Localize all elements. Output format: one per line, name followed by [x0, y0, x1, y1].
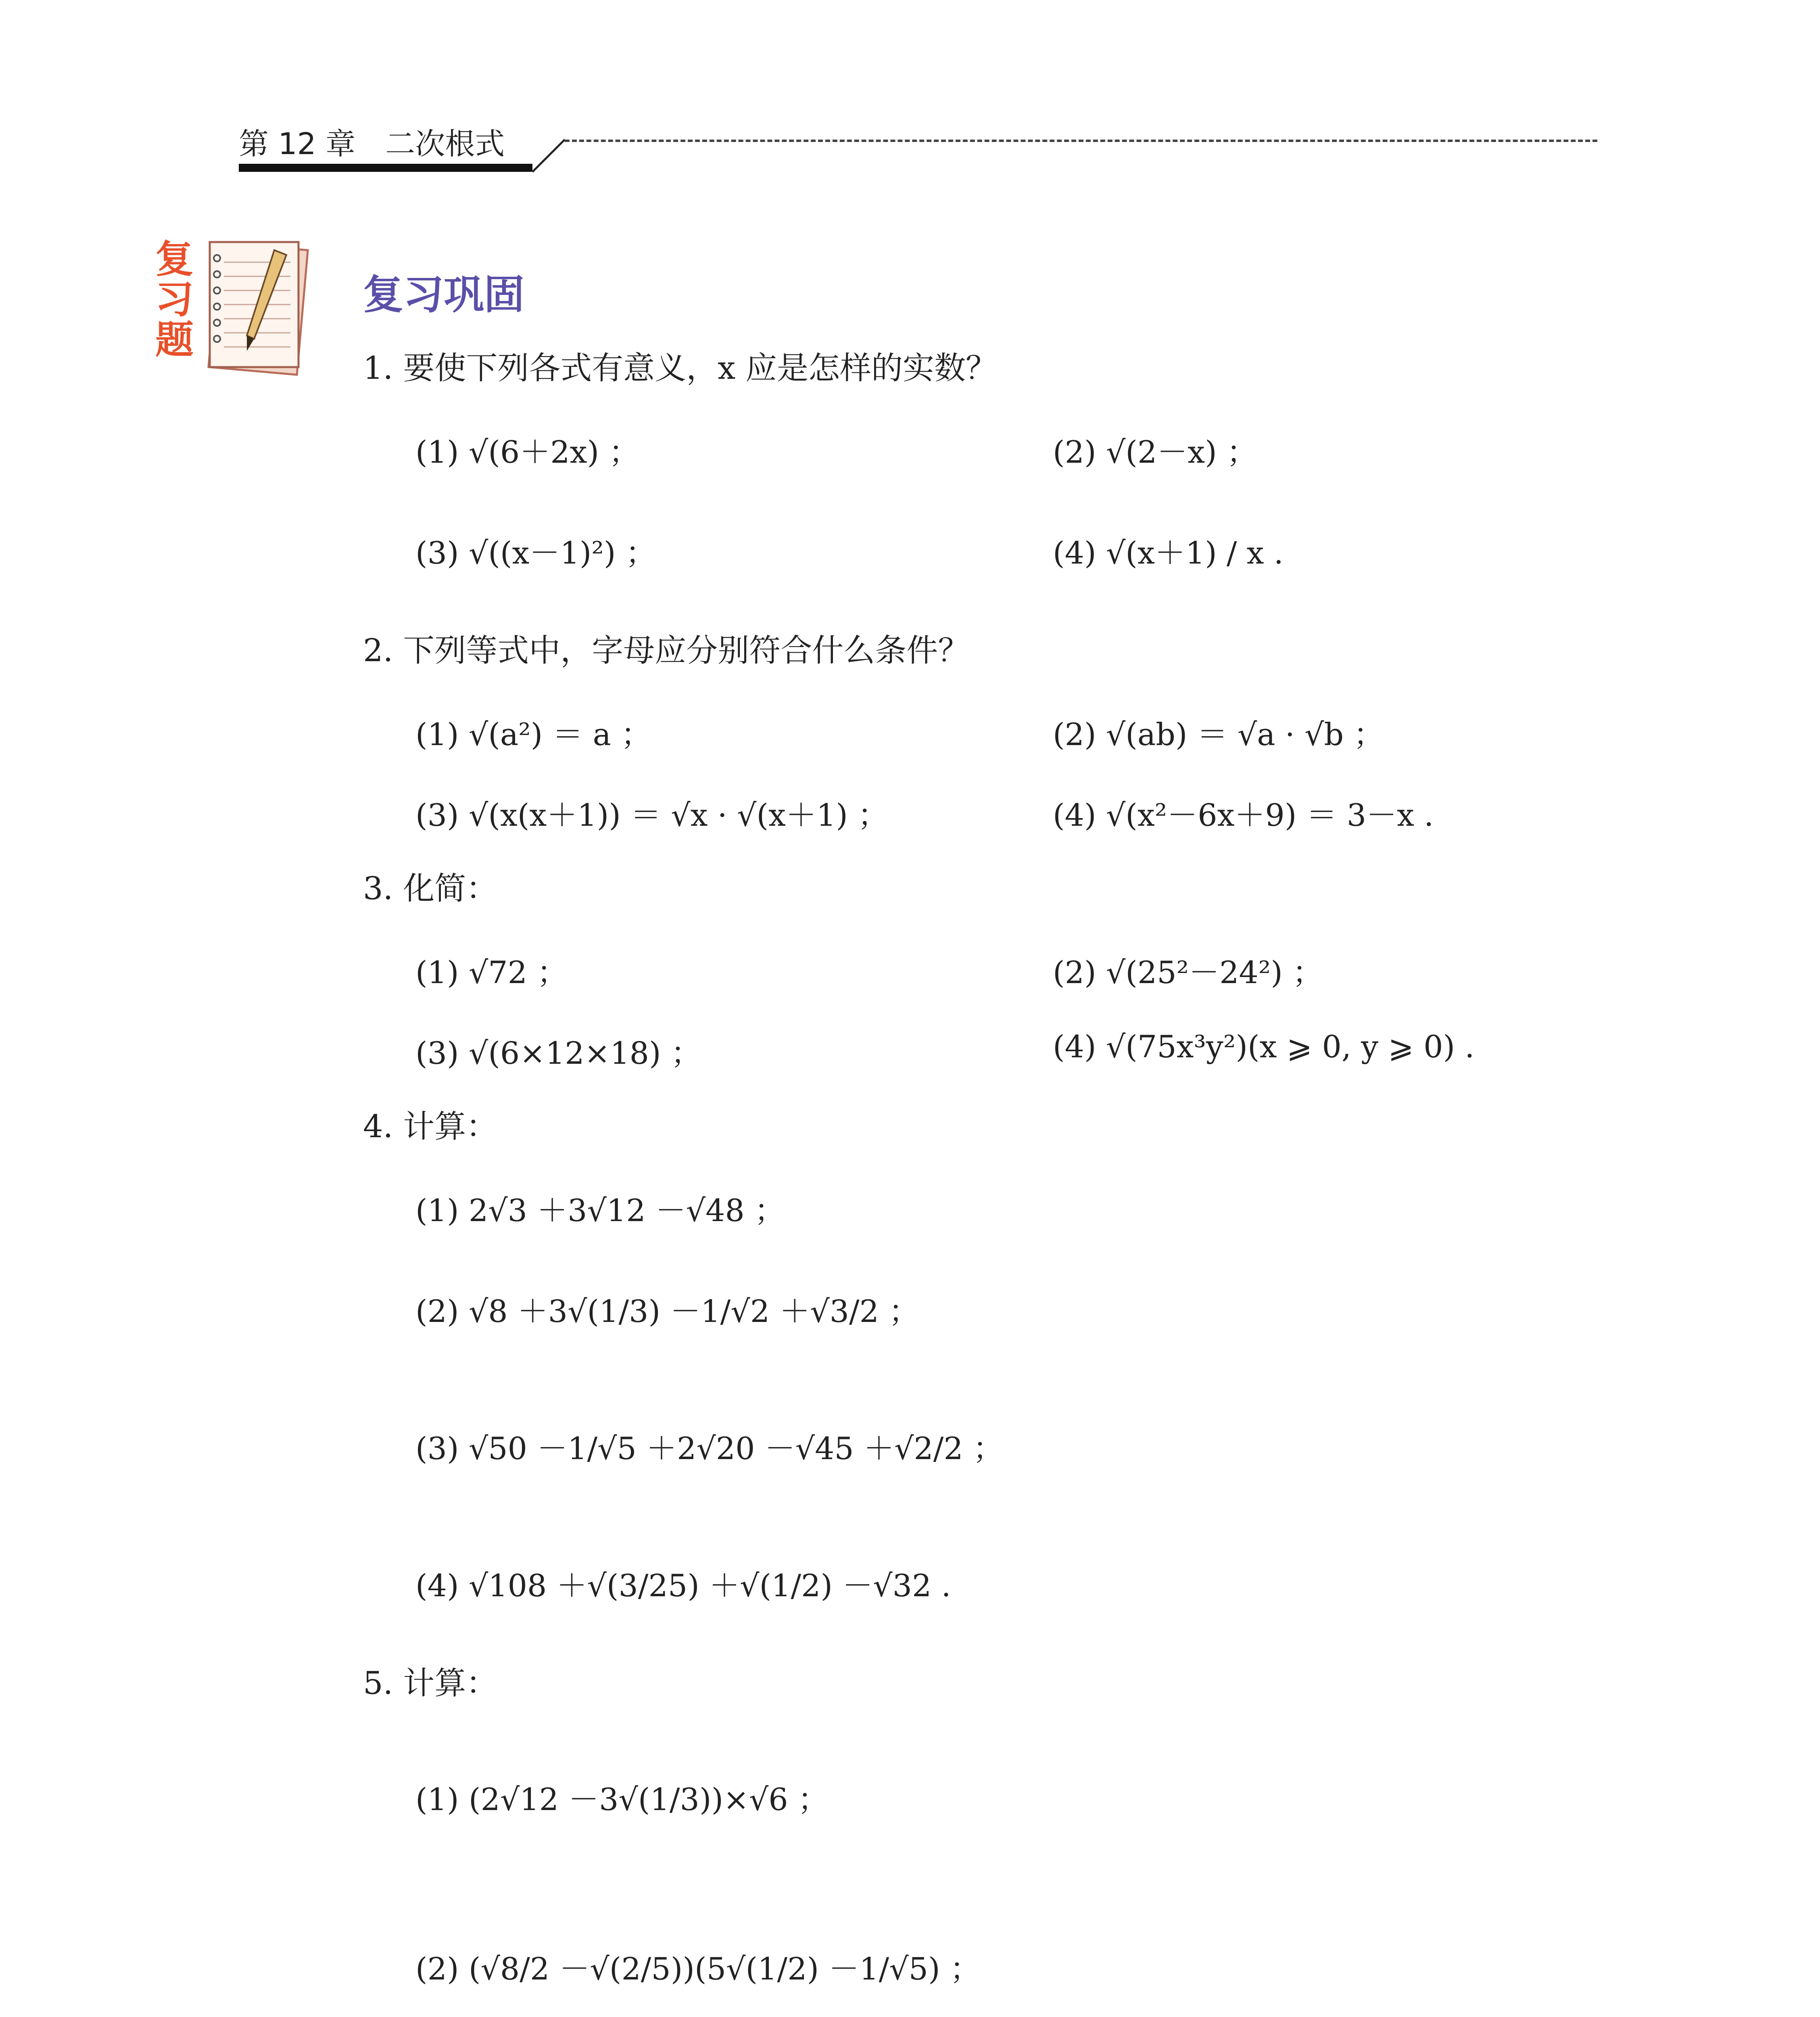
svg-text:习: 习: [155, 278, 194, 322]
q4-item-2: (2) √8 ＋3√(1/3) －1/√2 ＋√3/2 ；: [415, 1293, 920, 1329]
question-4-stem: 4. 计算：: [363, 1109, 498, 1145]
q2-item-4: (4) √(x²－6x＋9) ＝ 3－x .: [1053, 797, 1434, 833]
q4-item-3: (3) √50 －1/√5 ＋2√20 －√45 ＋√2/2 ；: [415, 1430, 1004, 1466]
q3-item-1: (1) √72 ；: [415, 954, 568, 990]
q3-item-3: (3) √(6×12×18) ；: [415, 1035, 701, 1071]
chapter-header: 第 12 章 二次根式: [239, 127, 505, 161]
q3-item-4: (4) √(75x³y²)(x ⩾ 0, y ⩾ 0) .: [1053, 1029, 1475, 1065]
q1-item-2: (2) √(2－x) ；: [1053, 434, 1257, 470]
question-1-stem: 1. 要使下列各式有意义，x 应是怎样的实数？: [363, 350, 997, 386]
q1-item-1: (1) √(6＋2x) ；: [415, 434, 640, 470]
review-badge-icon: [153, 234, 323, 379]
q1-item-4: (4) √(x＋1) / x .: [1053, 535, 1284, 571]
q5-item-1: (1) (2√12 －3√(1/3))×√6 ；: [415, 1781, 829, 1817]
section-title: 复习巩固: [363, 271, 524, 318]
question-2-stem: 2. 下列等式中，字母应分别符合什么条件？: [363, 633, 970, 669]
header-dashed-line: [565, 140, 1597, 142]
badge-text: 复: [155, 237, 194, 282]
q4-item-4: (4) √108 ＋√(3/25) ＋√(1/2) －√32 .: [415, 1568, 951, 1604]
q2-item-2: (2) √(ab) ＝ √a · √b ；: [1053, 716, 1384, 752]
q1-item-3: (3) √((x－1)²) ；: [415, 535, 656, 571]
svg-text:题: 题: [155, 318, 194, 362]
q3-item-2: (2) √(25²－24²) ；: [1053, 954, 1323, 990]
question-5-stem: 5. 计算：: [363, 1665, 498, 1702]
q2-item-1: (1) √(a²) ＝ a ；: [415, 716, 652, 752]
q5-item-2: (2) (√8/2 －√(2/5))(5√(1/2) －1/√5) ；: [415, 1951, 981, 1987]
q2-item-3: (3) √(x(x＋1)) ＝ √x · √(x＋1) ；: [415, 797, 889, 833]
question-3-stem: 3. 化简：: [363, 871, 498, 907]
q4-item-1: (1) 2√3 ＋3√12 －√48 ；: [415, 1192, 785, 1228]
header-slash-divider: [532, 137, 581, 173]
header-underline: [239, 164, 532, 172]
